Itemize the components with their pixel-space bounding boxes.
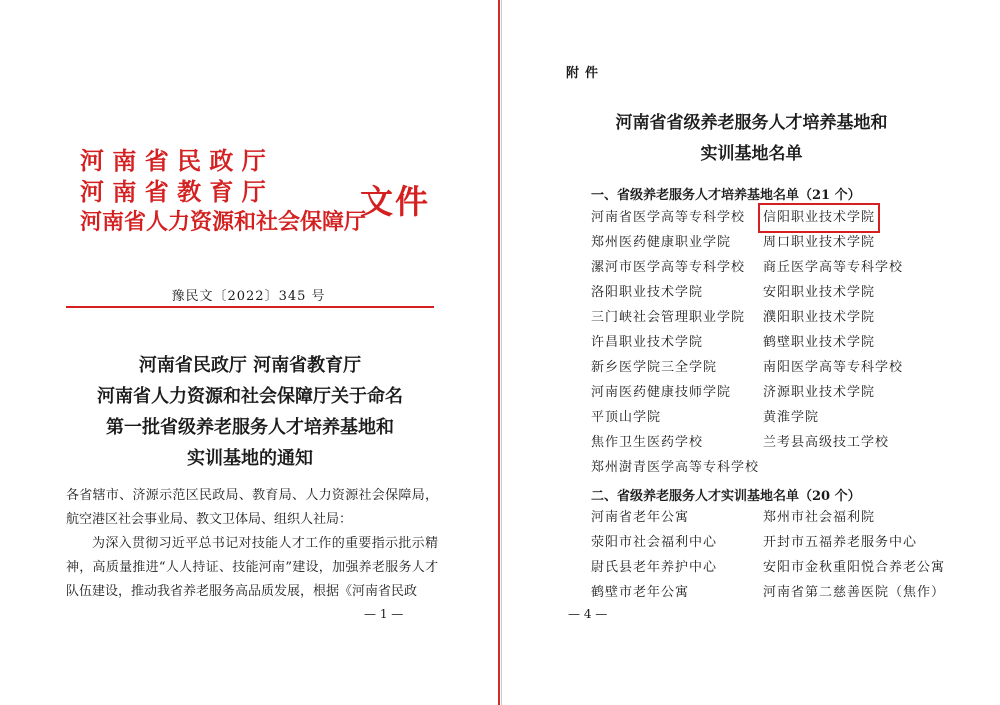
notice-title-line: 实训基地的通知 (187, 448, 313, 469)
list-item-highlighted: 信阳职业技术学院 (763, 208, 875, 228)
list-row (591, 258, 951, 283)
list-item: 尉氏县老年养护中心 (591, 560, 718, 575)
list-item: 河南医药健康技师学院 (591, 385, 732, 400)
notice-title-line: 第一批省级养老服务人才培养基地和 (106, 417, 394, 438)
notice-title-line: 河南省民政厅 河南省教育厅 (138, 355, 362, 376)
list-row (591, 433, 951, 458)
issuer-block (80, 145, 366, 238)
list-row (591, 408, 951, 433)
issuer-education: 河 南 省 教 育 厅 (80, 177, 266, 206)
body-paragraph: 为深入贯彻习近平总书记对技能人才工作的重要指示批示精神，高质量推进“人人持证、技能河南”建设，加强养老服务人才队伍建设，推动我省养老服务高品质发展，根据《河南省民政 (66, 536, 438, 599)
list-item: 安阳市金秋重阳悦合养老公寓 (763, 560, 946, 575)
list-item: 新乡医学院三全学院 (591, 360, 718, 375)
notice-body (66, 484, 438, 604)
list-item: 鹤壁职业技术学院 (763, 335, 876, 350)
list-item: 许昌职业技术学院 (591, 335, 704, 350)
list-row (591, 308, 951, 333)
training-base-list (591, 208, 951, 483)
document-number: 豫民文〔2022〕345 号 (171, 289, 326, 304)
list-item: 荥阳市社会福利中心 (591, 535, 718, 550)
practical-base-list (591, 508, 951, 608)
red-divider-line (66, 306, 434, 308)
list-row (591, 283, 951, 308)
list-item: 洛阳职业技术学院 (591, 285, 704, 300)
list-row (591, 233, 951, 258)
list-row (591, 208, 951, 233)
list-item: 平顶山学院 (591, 410, 662, 425)
notice-title (66, 350, 434, 474)
list-item: 焦作卫生医药学校 (591, 435, 704, 450)
list-row (591, 333, 951, 358)
list-item: 兰考县高级技工学校 (763, 435, 890, 450)
list-item: 漯河市医学高等专科学校 (591, 260, 746, 275)
list-item: 河南省老年公寓 (591, 510, 690, 525)
list-item: 郑州医药健康职业学院 (591, 235, 732, 250)
addressee: 各省辖市、济源示范区民政局、教育局、人力资源社会保障局，航空港区社会事业局、教文卫体局、组织人社局： (66, 488, 438, 527)
list-item: 河南省第二慈善医院（焦作） (763, 585, 946, 600)
list-item: 开封市五福养老服务中心 (763, 535, 918, 550)
attachment-label: 附件 (566, 66, 605, 81)
issuer-hrss: 河南省人力资源和社会保障厅 (80, 209, 367, 235)
list-item: 鹤壁市老年公寓 (591, 585, 690, 600)
list-item: 安阳职业技术学院 (763, 285, 876, 300)
list-item: 商丘医学高等专科学校 (763, 260, 904, 275)
list-row (591, 508, 951, 533)
list-row (591, 583, 951, 608)
section-heading-practical-bases: 二、省级养老服务人才实训基地名单（20 个） (591, 489, 861, 504)
page-number: — 4 — (568, 607, 608, 621)
document-label: 文件 (360, 182, 430, 221)
issuer-civil-affairs: 河 南 省 民 政 厅 (80, 146, 266, 175)
list-row (591, 358, 951, 383)
list-item: 济源职业技术学院 (763, 385, 876, 400)
right-page (503, 0, 1000, 705)
list-item: 三门峡社会管理职业学院 (591, 310, 746, 325)
attachment-title-line: 河南省省级养老服务人才培养基地和 (615, 113, 888, 133)
list-row (591, 458, 951, 483)
list-item: 河南省医学高等专科学校 (591, 210, 746, 225)
list-item: 濮阳职业技术学院 (763, 310, 876, 325)
left-page (0, 0, 497, 705)
list-row (591, 383, 951, 408)
list-item: 黄淮学院 (763, 410, 820, 425)
list-row (591, 558, 951, 583)
list-item: 郑州澍青医学高等专科学校 (591, 460, 760, 475)
notice-title-line: 河南省人力资源和社会保障厅关于命名 (97, 386, 403, 407)
attachment-title-line: 实训基地名单 (700, 144, 803, 164)
page-number: — 1 — (364, 607, 404, 621)
list-item: 南阳医学高等专科学校 (763, 360, 904, 375)
list-row (591, 533, 951, 558)
list-item: 郑州市社会福利院 (763, 510, 876, 525)
section-heading-training-bases: 一、省级养老服务人才培养基地名单（21 个） (591, 188, 861, 203)
list-item: 周口职业技术学院 (763, 235, 876, 250)
attachment-title (503, 108, 1000, 170)
